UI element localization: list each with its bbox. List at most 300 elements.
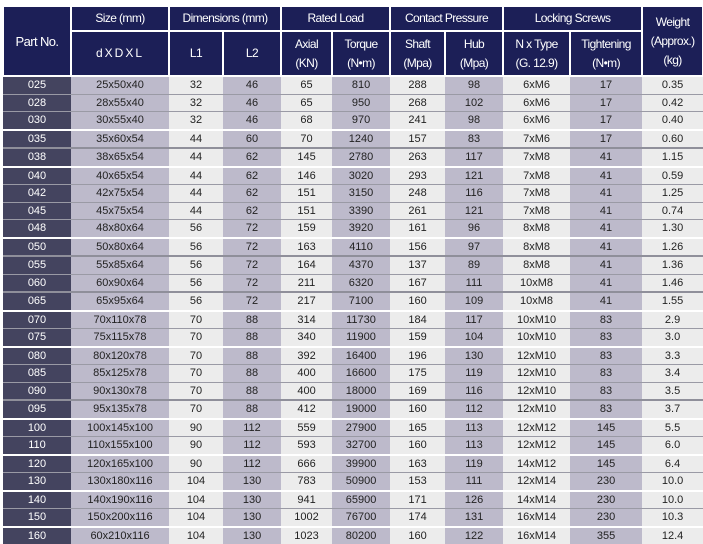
table-row	[3, 347, 703, 365]
cell-tightening: 83	[570, 329, 642, 347]
table-row	[3, 419, 703, 437]
cell-weight: 0.42	[642, 94, 703, 112]
cell-shaft: 169	[390, 382, 445, 400]
header-l2: L2	[223, 31, 281, 76]
cell-n-x-type: 12xM10	[503, 400, 570, 419]
cell-n-x-type: 12xM14	[503, 473, 570, 491]
cell-tightening: 83	[570, 365, 642, 383]
cell-torque: 970	[332, 112, 390, 130]
cell-axial: 211	[281, 274, 332, 292]
cell-weight: 0.60	[642, 130, 703, 149]
cell-torque: 3150	[332, 185, 390, 203]
cell-n-x-type: 8xM8	[503, 256, 570, 274]
cell-l1: 44	[169, 185, 223, 203]
cell-l2: 88	[223, 311, 281, 329]
locking-assembly-spec-table	[2, 5, 703, 544]
cell-l2: 60	[223, 130, 281, 149]
cell-l2: 46	[223, 94, 281, 112]
cell-shaft: 153	[390, 473, 445, 491]
cell-n-x-type: 10xM10	[503, 329, 570, 347]
header-tightening-unit: (N•m)	[571, 54, 641, 73]
table-row	[3, 292, 703, 311]
spec-table-container	[2, 5, 702, 544]
cell-torque: 6320	[332, 274, 390, 292]
header-shaft	[390, 31, 445, 76]
cell-part-no: 038	[3, 148, 71, 167]
cell-tightening: 230	[570, 491, 642, 509]
cell-l1: 90	[169, 455, 223, 473]
header-shaft-unit: (Mpa)	[391, 54, 444, 73]
cell-part-no: 140	[3, 491, 71, 509]
header-hub	[445, 31, 503, 76]
cell-weight: 12.4	[642, 527, 703, 544]
cell-l2: 62	[223, 185, 281, 203]
cell-part-no: 028	[3, 94, 71, 112]
table-row	[3, 220, 703, 238]
table-row	[3, 167, 703, 185]
cell-tightening: 83	[570, 347, 642, 365]
cell-l1: 104	[169, 509, 223, 527]
cell-tightening: 41	[570, 274, 642, 292]
cell-weight: 3.3	[642, 347, 703, 365]
cell-n-x-type: 6xM6	[503, 76, 570, 94]
cell-weight: 10.0	[642, 473, 703, 491]
cell-shaft: 159	[390, 329, 445, 347]
header-rated-load-group: Rated Load	[281, 6, 390, 31]
cell-tightening: 41	[570, 220, 642, 238]
cell-axial: 340	[281, 329, 332, 347]
cell-l2: 46	[223, 112, 281, 130]
cell-axial: 593	[281, 437, 332, 455]
cell-weight: 1.25	[642, 185, 703, 203]
cell-shaft: 184	[390, 311, 445, 329]
cell-weight: 1.36	[642, 256, 703, 274]
cell-axial: 941	[281, 491, 332, 509]
cell-torque: 16400	[332, 347, 390, 365]
cell-axial: 559	[281, 419, 332, 437]
cell-part-no: 035	[3, 130, 71, 149]
cell-n-x-type: 10xM8	[503, 292, 570, 311]
cell-torque: 11730	[332, 311, 390, 329]
cell-shaft: 165	[390, 419, 445, 437]
cell-hub: 113	[445, 419, 503, 437]
table-row	[3, 329, 703, 347]
header-ntype-unit: (G. 12.9)	[504, 54, 569, 73]
cell-weight: 0.35	[642, 76, 703, 94]
cell-hub: 116	[445, 185, 503, 203]
cell-part-no: 100	[3, 419, 71, 437]
cell-l1: 70	[169, 347, 223, 365]
cell-tightening: 83	[570, 311, 642, 329]
cell-n-x-type: 7xM8	[503, 148, 570, 167]
cell-hub: 98	[445, 76, 503, 94]
cell-torque: 950	[332, 94, 390, 112]
cell-part-no: 045	[3, 202, 71, 220]
cell-shaft: 156	[390, 238, 445, 257]
cell-weight: 3.5	[642, 382, 703, 400]
cell-weight: 5.5	[642, 419, 703, 437]
cell-n-x-type: 6xM6	[503, 94, 570, 112]
cell-n-x-type: 6xM6	[503, 112, 570, 130]
table-header	[3, 6, 703, 76]
cell-weight: 1.30	[642, 220, 703, 238]
cell-torque: 4110	[332, 238, 390, 257]
cell-hub: 126	[445, 491, 503, 509]
cell-l2: 112	[223, 437, 281, 455]
cell-hub: 104	[445, 329, 503, 347]
cell-size: 42x75x54	[71, 185, 169, 203]
cell-torque: 18000	[332, 382, 390, 400]
header-weight-line2: (Approx.)	[643, 32, 702, 51]
cell-axial: 145	[281, 148, 332, 167]
cell-n-x-type: 12xM12	[503, 437, 570, 455]
header-torque-unit: (N•m)	[333, 54, 389, 73]
cell-l1: 70	[169, 382, 223, 400]
cell-l2: 130	[223, 473, 281, 491]
cell-weight: 10.3	[642, 509, 703, 527]
cell-axial: 783	[281, 473, 332, 491]
cell-part-no: 095	[3, 400, 71, 419]
cell-shaft: 293	[390, 167, 445, 185]
cell-tightening: 355	[570, 527, 642, 544]
cell-part-no: 070	[3, 311, 71, 329]
cell-shaft: 174	[390, 509, 445, 527]
cell-weight: 3.0	[642, 329, 703, 347]
cell-axial: 68	[281, 112, 332, 130]
cell-axial: 163	[281, 238, 332, 257]
cell-shaft: 137	[390, 256, 445, 274]
cell-shaft: 160	[390, 292, 445, 311]
cell-l1: 104	[169, 491, 223, 509]
table-row	[3, 527, 703, 544]
cell-shaft: 196	[390, 347, 445, 365]
cell-tightening: 230	[570, 509, 642, 527]
cell-tightening: 230	[570, 473, 642, 491]
header-axial-label: Axial	[282, 35, 331, 54]
cell-l1: 56	[169, 274, 223, 292]
cell-size: 48x80x64	[71, 220, 169, 238]
table-row	[3, 491, 703, 509]
cell-hub: 131	[445, 509, 503, 527]
header-torque	[332, 31, 390, 76]
cell-part-no: 048	[3, 220, 71, 238]
cell-n-x-type: 12xM10	[503, 382, 570, 400]
cell-tightening: 41	[570, 167, 642, 185]
cell-torque: 3020	[332, 167, 390, 185]
cell-l2: 88	[223, 347, 281, 365]
cell-hub: 109	[445, 292, 503, 311]
header-part-no: Part No.	[3, 6, 71, 76]
cell-size: 30x55x40	[71, 112, 169, 130]
cell-part-no: 042	[3, 185, 71, 203]
cell-axial: 400	[281, 365, 332, 383]
cell-n-x-type: 14xM14	[503, 491, 570, 509]
cell-part-no: 050	[3, 238, 71, 257]
table-row	[3, 274, 703, 292]
cell-torque: 32700	[332, 437, 390, 455]
cell-part-no: 030	[3, 112, 71, 130]
cell-weight: 1.15	[642, 148, 703, 167]
cell-axial: 70	[281, 130, 332, 149]
table-row	[3, 509, 703, 527]
cell-weight: 0.74	[642, 202, 703, 220]
header-hub-unit: (Mpa)	[446, 54, 502, 73]
cell-part-no: 150	[3, 509, 71, 527]
cell-shaft: 167	[390, 274, 445, 292]
cell-tightening: 41	[570, 238, 642, 257]
table-row	[3, 455, 703, 473]
cell-n-x-type: 12xM10	[503, 365, 570, 383]
cell-torque: 19000	[332, 400, 390, 419]
cell-hub: 112	[445, 400, 503, 419]
cell-size: 25x50x40	[71, 76, 169, 94]
cell-hub: 117	[445, 311, 503, 329]
cell-n-x-type: 14xM12	[503, 455, 570, 473]
cell-torque: 3920	[332, 220, 390, 238]
cell-l1: 70	[169, 400, 223, 419]
cell-torque: 39900	[332, 455, 390, 473]
cell-weight: 3.4	[642, 365, 703, 383]
cell-part-no: 065	[3, 292, 71, 311]
cell-l1: 56	[169, 256, 223, 274]
cell-l1: 44	[169, 167, 223, 185]
cell-shaft: 261	[390, 202, 445, 220]
cell-shaft: 241	[390, 112, 445, 130]
cell-axial: 1023	[281, 527, 332, 544]
cell-l2: 88	[223, 329, 281, 347]
cell-hub: 122	[445, 527, 503, 544]
cell-torque: 3390	[332, 202, 390, 220]
cell-shaft: 157	[390, 130, 445, 149]
cell-size: 40x65x54	[71, 167, 169, 185]
header-weight	[642, 6, 703, 76]
cell-n-x-type: 12xM10	[503, 347, 570, 365]
cell-axial: 151	[281, 202, 332, 220]
cell-torque: 16600	[332, 365, 390, 383]
cell-l2: 112	[223, 419, 281, 437]
cell-weight: 10.0	[642, 491, 703, 509]
header-tightening	[570, 31, 642, 76]
cell-torque: 1240	[332, 130, 390, 149]
cell-shaft: 175	[390, 365, 445, 383]
cell-l1: 32	[169, 112, 223, 130]
cell-tightening: 41	[570, 148, 642, 167]
cell-l1: 104	[169, 473, 223, 491]
cell-l2: 130	[223, 509, 281, 527]
cell-size: 100x145x100	[71, 419, 169, 437]
table-row	[3, 94, 703, 112]
cell-part-no: 085	[3, 365, 71, 383]
cell-l1: 70	[169, 365, 223, 383]
cell-size: 70x110x78	[71, 311, 169, 329]
cell-n-x-type: 16xM14	[503, 527, 570, 544]
cell-l2: 72	[223, 256, 281, 274]
cell-size: 120x165x100	[71, 455, 169, 473]
cell-torque: 65900	[332, 491, 390, 509]
cell-axial: 159	[281, 220, 332, 238]
cell-hub: 111	[445, 473, 503, 491]
cell-shaft: 163	[390, 455, 445, 473]
cell-part-no: 025	[3, 76, 71, 94]
header-dimensions-group: Dimensions (mm)	[169, 6, 281, 31]
cell-axial: 400	[281, 382, 332, 400]
cell-part-no: 120	[3, 455, 71, 473]
cell-hub: 89	[445, 256, 503, 274]
cell-l1: 70	[169, 311, 223, 329]
cell-tightening: 17	[570, 94, 642, 112]
cell-size: 60x210x116	[71, 527, 169, 544]
cell-size: 90x130x78	[71, 382, 169, 400]
cell-axial: 146	[281, 167, 332, 185]
cell-l1: 70	[169, 329, 223, 347]
cell-n-x-type: 10xM8	[503, 274, 570, 292]
cell-part-no: 080	[3, 347, 71, 365]
cell-torque: 80200	[332, 527, 390, 544]
cell-l1: 104	[169, 527, 223, 544]
table-row	[3, 76, 703, 94]
cell-axial: 392	[281, 347, 332, 365]
cell-axial: 164	[281, 256, 332, 274]
cell-tightening: 41	[570, 256, 642, 274]
cell-shaft: 248	[390, 185, 445, 203]
cell-weight: 3.7	[642, 400, 703, 419]
table-body	[3, 76, 703, 544]
cell-weight: 1.55	[642, 292, 703, 311]
header-l1: L1	[169, 31, 223, 76]
cell-n-x-type: 7xM6	[503, 130, 570, 149]
cell-shaft: 171	[390, 491, 445, 509]
cell-size: 28x55x40	[71, 94, 169, 112]
table-row	[3, 365, 703, 383]
cell-n-x-type: 8xM8	[503, 220, 570, 238]
cell-l2: 72	[223, 238, 281, 257]
cell-part-no: 160	[3, 527, 71, 544]
cell-weight: 0.40	[642, 112, 703, 130]
cell-torque: 11900	[332, 329, 390, 347]
table-row	[3, 148, 703, 167]
cell-part-no: 110	[3, 437, 71, 455]
cell-l2: 62	[223, 148, 281, 167]
header-torque-label: Torque	[333, 35, 389, 54]
cell-l2: 88	[223, 365, 281, 383]
cell-l1: 32	[169, 94, 223, 112]
table-row	[3, 382, 703, 400]
cell-l1: 32	[169, 76, 223, 94]
cell-hub: 130	[445, 347, 503, 365]
cell-hub: 119	[445, 365, 503, 383]
cell-l1: 44	[169, 130, 223, 149]
cell-axial: 151	[281, 185, 332, 203]
cell-torque: 76700	[332, 509, 390, 527]
cell-size: 35x60x54	[71, 130, 169, 149]
table-row	[3, 202, 703, 220]
cell-l2: 88	[223, 382, 281, 400]
cell-shaft: 160	[390, 437, 445, 455]
cell-axial: 1002	[281, 509, 332, 527]
cell-tightening: 145	[570, 437, 642, 455]
cell-axial: 65	[281, 76, 332, 94]
table-row	[3, 311, 703, 329]
cell-l2: 62	[223, 167, 281, 185]
cell-shaft: 160	[390, 527, 445, 544]
table-row	[3, 112, 703, 130]
header-axial	[281, 31, 332, 76]
cell-weight: 2.9	[642, 311, 703, 329]
cell-size: 60x90x64	[71, 274, 169, 292]
cell-n-x-type: 10xM10	[503, 311, 570, 329]
header-size-group: Size (mm)	[71, 6, 169, 31]
cell-l2: 88	[223, 400, 281, 419]
cell-tightening: 145	[570, 455, 642, 473]
cell-size: 95x135x78	[71, 400, 169, 419]
cell-shaft: 268	[390, 94, 445, 112]
cell-hub: 102	[445, 94, 503, 112]
cell-weight: 6.4	[642, 455, 703, 473]
cell-size: 110x155x100	[71, 437, 169, 455]
header-contact-pressure-group: Contact Pressure	[390, 6, 503, 31]
cell-l1: 44	[169, 148, 223, 167]
cell-size: 130x180x116	[71, 473, 169, 491]
cell-axial: 412	[281, 400, 332, 419]
cell-hub: 121	[445, 202, 503, 220]
cell-tightening: 41	[570, 185, 642, 203]
cell-l1: 44	[169, 202, 223, 220]
cell-l1: 56	[169, 220, 223, 238]
cell-size: 55x85x64	[71, 256, 169, 274]
cell-part-no: 040	[3, 167, 71, 185]
cell-hub: 119	[445, 455, 503, 473]
table-row	[3, 473, 703, 491]
cell-n-x-type: 7xM8	[503, 202, 570, 220]
cell-shaft: 263	[390, 148, 445, 167]
cell-part-no: 090	[3, 382, 71, 400]
table-row	[3, 185, 703, 203]
cell-l1: 56	[169, 238, 223, 257]
cell-size: 150x200x116	[71, 509, 169, 527]
cell-hub: 83	[445, 130, 503, 149]
cell-n-x-type: 7xM8	[503, 185, 570, 203]
cell-size: 75x115x78	[71, 329, 169, 347]
cell-part-no: 055	[3, 256, 71, 274]
cell-tightening: 83	[570, 382, 642, 400]
cell-hub: 121	[445, 167, 503, 185]
table-row	[3, 400, 703, 419]
cell-l2: 130	[223, 491, 281, 509]
cell-size: 65x95x64	[71, 292, 169, 311]
cell-part-no: 060	[3, 274, 71, 292]
cell-weight: 0.59	[642, 167, 703, 185]
cell-axial: 314	[281, 311, 332, 329]
header-tightening-label: Tightening	[571, 35, 641, 54]
cell-weight: 6.0	[642, 437, 703, 455]
cell-size: 45x75x54	[71, 202, 169, 220]
table-row	[3, 256, 703, 274]
cell-n-x-type: 16xM14	[503, 509, 570, 527]
table-row	[3, 130, 703, 149]
table-row	[3, 238, 703, 257]
cell-l2: 112	[223, 455, 281, 473]
cell-l2: 72	[223, 292, 281, 311]
cell-shaft: 288	[390, 76, 445, 94]
cell-hub: 111	[445, 274, 503, 292]
cell-part-no: 130	[3, 473, 71, 491]
cell-tightening: 145	[570, 419, 642, 437]
cell-torque: 810	[332, 76, 390, 94]
cell-tightening: 41	[570, 202, 642, 220]
header-hub-label: Hub	[446, 35, 502, 54]
cell-l2: 72	[223, 274, 281, 292]
cell-l2: 130	[223, 527, 281, 544]
